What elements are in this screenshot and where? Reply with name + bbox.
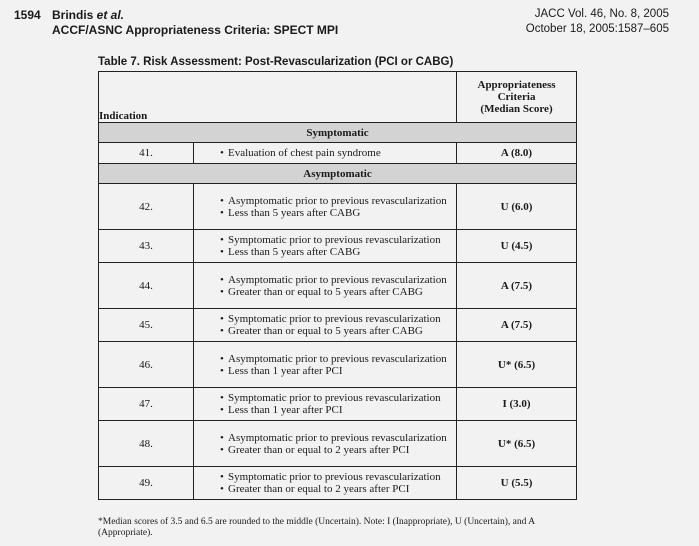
section-title: Asymptomatic (99, 164, 577, 184)
section-row (99, 123, 577, 143)
bullet-item: • Symptomatic prior to previous revascularization (220, 234, 456, 246)
indication-number: 45. (99, 309, 194, 342)
indication-number: 49. (99, 467, 194, 500)
criteria-header-line: (Median Score) (480, 103, 553, 115)
bullet-list (220, 471, 456, 495)
table-row (99, 263, 577, 309)
bullet-list (220, 274, 456, 298)
indication-number: 41. (99, 143, 194, 164)
table-row (99, 230, 577, 263)
indication-description (194, 263, 457, 309)
risk-assessment-table (98, 71, 577, 500)
table-body (99, 123, 577, 500)
section-title: Symptomatic (99, 123, 577, 143)
bullet-item: • Symptomatic prior to previous revascularization (220, 313, 456, 325)
indication-description (194, 230, 457, 263)
indication-description (194, 184, 457, 230)
bullet-item: • Less than 5 years after CABG (220, 246, 456, 258)
bullet-list (220, 313, 456, 337)
indication-number: 48. (99, 421, 194, 467)
table-row (99, 143, 577, 164)
bullet-item: • Evaluation of chest pain syndrome (220, 147, 456, 159)
table-row (99, 467, 577, 500)
table-row (99, 184, 577, 230)
appropriateness-score: U* (6.5) (457, 421, 577, 467)
bullet-list (220, 392, 456, 416)
appropriateness-score: U (5.5) (457, 467, 577, 500)
authors (52, 8, 124, 22)
bullet-item: • Symptomatic prior to previous revascularization (220, 392, 456, 404)
table-header-row (99, 72, 577, 123)
page-number: 1594 (14, 8, 41, 22)
bullet-list (220, 147, 456, 159)
bullet-list (220, 353, 456, 377)
indication-description (194, 467, 457, 500)
indication-description (194, 309, 457, 342)
indication-description (194, 421, 457, 467)
bullet-item: • Less than 1 year after PCI (220, 365, 456, 377)
bullet-item: • Less than 1 year after PCI (220, 404, 456, 416)
section-row (99, 164, 577, 184)
bullet-item: • Greater than or equal to 5 years after CABG (220, 325, 456, 337)
bullet-item: • Asymptomatic prior to previous revascularization (220, 432, 456, 444)
table-caption: Table 7. Risk Assessment: Post-Revascularization (PCI or CABG) (98, 56, 454, 68)
bullet-item: • Less than 5 years after CABG (220, 207, 456, 219)
table-row (99, 309, 577, 342)
running-header (0, 8, 699, 42)
authors-etal: et al. (96, 8, 125, 22)
table-row (99, 342, 577, 388)
table-row (99, 388, 577, 421)
criteria-header-line: Appropriateness (477, 79, 556, 91)
indication-number: 47. (99, 388, 194, 421)
journal-citation: JACC Vol. 46, No. 8, 2005 (534, 8, 669, 20)
criteria-column-header (457, 72, 577, 123)
appropriateness-score: U (4.5) (457, 230, 577, 263)
appropriateness-score: U (6.0) (457, 184, 577, 230)
appropriateness-score: I (3.0) (457, 388, 577, 421)
indication-column-header: Indication (99, 72, 457, 123)
indication-description (194, 342, 457, 388)
bullet-item: • Asymptomatic prior to previous revascularization (220, 353, 456, 365)
table-row (99, 421, 577, 467)
indication-description (194, 388, 457, 421)
publication-date: October 18, 2005:1587–605 (525, 23, 669, 35)
authors-main: Brindis (52, 8, 97, 22)
appropriateness-score: U* (6.5) (457, 342, 577, 388)
appropriateness-score: A (7.5) (457, 309, 577, 342)
bullet-list (220, 432, 456, 456)
indication-number: 44. (99, 263, 194, 309)
bullet-item: • Symptomatic prior to previous revascularization (220, 471, 456, 483)
criteria-header-line: Criteria (497, 91, 536, 103)
bullet-list (220, 234, 456, 258)
indication-number: 46. (99, 342, 194, 388)
indication-description (194, 143, 457, 164)
bullet-item: • Asymptomatic prior to previous revascularization (220, 195, 456, 207)
bullet-item: • Asymptomatic prior to previous revascularization (220, 274, 456, 286)
indication-number: 43. (99, 230, 194, 263)
appropriateness-score: A (7.5) (457, 263, 577, 309)
bullet-item: • Greater than or equal to 2 years after PCI (220, 444, 456, 456)
bullet-item: • Greater than or equal to 2 years after PCI (220, 483, 456, 495)
table-footnote: *Median scores of 3.5 and 6.5 are rounded to the middle (Uncertain). Note: I (Inappropriate), U (Uncertain), and A (Appropriate). (98, 517, 535, 538)
appropriateness-score: A (8.0) (457, 143, 577, 164)
bullet-item: • Greater than or equal to 5 years after CABG (220, 286, 456, 298)
article-title: ACCF/ASNC Appropriateness Criteria: SPECT MPI (52, 23, 339, 37)
bullet-list (220, 195, 456, 219)
indication-number: 42. (99, 184, 194, 230)
